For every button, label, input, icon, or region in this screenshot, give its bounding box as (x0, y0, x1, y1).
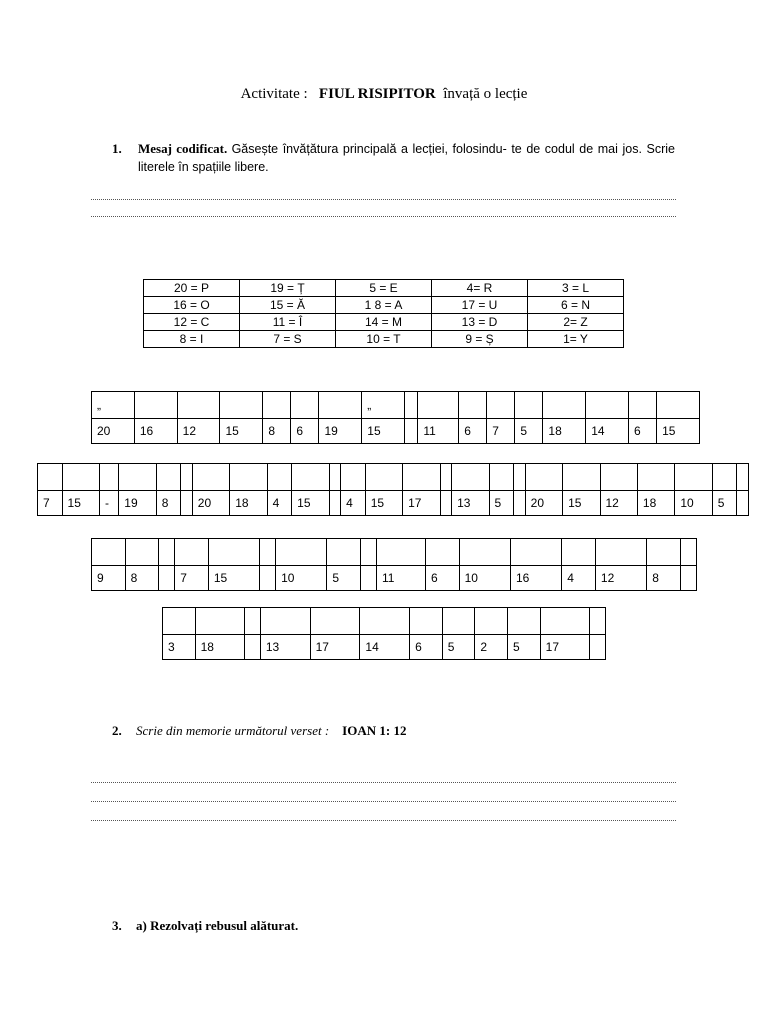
code-number-cell: 7 (175, 566, 209, 591)
letter-box[interactable] (410, 608, 443, 635)
code-entry: 1= Y (528, 331, 624, 348)
code-number-cell: 16 (510, 566, 561, 591)
letter-box[interactable] (563, 464, 600, 491)
code-number-cell: 12 (600, 491, 637, 516)
letter-box[interactable] (629, 392, 657, 419)
code-table-row (144, 331, 624, 348)
code-number-cell: 7 (38, 491, 63, 516)
letter-box[interactable] (175, 539, 209, 566)
code-number-cell: 7 (487, 419, 515, 444)
letter-box[interactable] (365, 464, 402, 491)
letter-box[interactable] (99, 464, 118, 491)
code-number-cell: 15 (220, 419, 263, 444)
code-number-cell: 10 (675, 491, 712, 516)
code-number-cell: 13 (452, 491, 489, 516)
letter-row (38, 464, 749, 491)
letter-box[interactable] (220, 392, 263, 419)
puzzle-row-2 (37, 463, 749, 516)
letter-box[interactable] (600, 464, 637, 491)
letter-box[interactable] (119, 464, 156, 491)
code-entry: 19 = Ț (240, 280, 336, 297)
code-entry: 8 = I (144, 331, 240, 348)
letter-box[interactable] (192, 464, 229, 491)
puzzle-row-1 (91, 391, 700, 444)
code-entry: 3 = L (528, 280, 624, 297)
letter-box[interactable] (515, 392, 543, 419)
code-number-cell: 17 (310, 635, 360, 660)
code-entry: 16 = O (144, 297, 240, 314)
letter-box[interactable] (292, 464, 329, 491)
letter-box[interactable] (525, 464, 562, 491)
code-number-cell: 18 (195, 635, 245, 660)
code-number-cell (440, 491, 452, 516)
letter-box[interactable] (327, 539, 361, 566)
letter-box[interactable] (737, 464, 749, 491)
code-number-cell: 9 (92, 566, 126, 591)
code-number-cell: 20 (525, 491, 562, 516)
code-entry: 10 = T (336, 331, 432, 348)
code-number-cell (590, 635, 606, 660)
code-number-cell: 15 (292, 491, 329, 516)
code-number-cell (405, 419, 418, 444)
letter-row (92, 392, 700, 419)
code-number-cell (514, 491, 526, 516)
code-number-cell: 8 (125, 566, 159, 591)
letter-box[interactable] (245, 608, 260, 635)
code-number-cell: 5 (515, 419, 543, 444)
code-number-cell: 4 (341, 491, 366, 516)
letter-box[interactable] (291, 392, 319, 419)
code-number-cell: 5 (489, 491, 514, 516)
letter-box[interactable] (360, 608, 410, 635)
letter-row (92, 539, 697, 566)
code-number-row (38, 491, 749, 516)
letter-box[interactable] (489, 464, 514, 491)
code-number-cell: 6 (291, 419, 319, 444)
code-number-cell: 20 (92, 419, 135, 444)
code-number-cell: 19 (319, 419, 362, 444)
code-number-row (163, 635, 606, 660)
answer-line-1[interactable] (91, 199, 676, 200)
code-entry: 7 = S (240, 331, 336, 348)
letter-box[interactable] (425, 539, 459, 566)
letter-box[interactable] (208, 539, 259, 566)
letter-box[interactable] (595, 539, 646, 566)
code-number-cell: 12 (177, 419, 220, 444)
question-2 (112, 723, 406, 739)
code-table (143, 279, 624, 348)
code-entry: 6 = N (528, 297, 624, 314)
letter-box[interactable] (177, 392, 220, 419)
question-1-text: Găsește învățătura principală a lecției, folosindu- te de codul de mai jos. Scrie literele în spațiile libere. (138, 142, 676, 174)
letter-box[interactable] (260, 608, 310, 635)
code-entry: 5 = E (336, 280, 432, 297)
code-number-row (92, 419, 700, 444)
letter-box[interactable] (310, 608, 360, 635)
code-entry: 17 = U (432, 297, 528, 314)
code-number-cell: 11 (376, 566, 425, 591)
code-number-cell: 4 (562, 566, 596, 591)
letter-box[interactable] (487, 392, 515, 419)
code-number-cell: 16 (134, 419, 177, 444)
letter-box[interactable] (181, 464, 193, 491)
puzzle-row-3 (91, 538, 697, 591)
puzzle-row-4 (162, 607, 606, 660)
code-number-cell: 14 (586, 419, 629, 444)
letter-box[interactable] (260, 539, 276, 566)
code-entry: 20 = P (144, 280, 240, 297)
letter-box[interactable] (263, 392, 291, 419)
letter-box[interactable] (543, 392, 586, 419)
code-number-cell: 10 (459, 566, 510, 591)
code-number-cell: 15 (62, 491, 99, 516)
letter-box[interactable] (712, 464, 737, 491)
code-number-cell: 10 (276, 566, 327, 591)
code-number-cell: 8 (263, 419, 291, 444)
letter-box[interactable] (361, 539, 377, 566)
letter-box[interactable] (657, 392, 700, 419)
code-number-cell: 6 (459, 419, 487, 444)
code-number-cell: 18 (637, 491, 674, 516)
code-number-cell: 5 (508, 635, 541, 660)
letter-box[interactable] (159, 539, 175, 566)
code-number-cell: 15 (208, 566, 259, 591)
letter-box[interactable] (452, 464, 489, 491)
letter-box[interactable] (230, 464, 267, 491)
letter-box[interactable] (637, 464, 674, 491)
code-number-row (92, 566, 697, 591)
code-table-row (144, 280, 624, 297)
code-number-cell (159, 566, 175, 591)
question-1-number: 1. (112, 141, 122, 156)
letter-box[interactable] (514, 464, 526, 491)
code-number-cell (737, 491, 749, 516)
code-number-cell: 18 (230, 491, 267, 516)
question-1 (112, 140, 675, 176)
question-3-number: 3. (112, 918, 122, 933)
letter-box[interactable] (475, 608, 508, 635)
code-number-cell: 14 (360, 635, 410, 660)
letter-box[interactable] (267, 464, 292, 491)
letter-box[interactable] (134, 392, 177, 419)
letter-box[interactable] (510, 539, 561, 566)
letter-box[interactable] (442, 608, 475, 635)
verse-line-1[interactable] (91, 782, 676, 783)
code-entry: 2= Z (528, 314, 624, 331)
letter-box[interactable] (38, 464, 63, 491)
letter-box[interactable] (562, 539, 596, 566)
code-number-cell (181, 491, 193, 516)
question-3-text: a) Rezolvați rebusul alăturat. (136, 918, 299, 933)
letter-box[interactable] (586, 392, 629, 419)
verse-line-2[interactable] (91, 801, 676, 802)
code-number-cell: 19 (119, 491, 156, 516)
code-number-cell: 15 (362, 419, 405, 444)
code-entry: 9 = Ș (432, 331, 528, 348)
code-entry: 14 = M (336, 314, 432, 331)
code-number-cell: 8 (647, 566, 681, 591)
code-number-cell: 4 (267, 491, 292, 516)
letter-box[interactable] (403, 464, 440, 491)
code-entry: 13 = D (432, 314, 528, 331)
code-number-cell: 11 (418, 419, 459, 444)
code-number-cell (245, 635, 260, 660)
code-number-cell (680, 566, 696, 591)
letter-box[interactable] (195, 608, 245, 635)
letter-box[interactable] (459, 539, 510, 566)
letter-box[interactable] (440, 464, 452, 491)
letter-box[interactable] (647, 539, 681, 566)
letter-box[interactable] (405, 392, 418, 419)
code-number-cell (329, 491, 341, 516)
letter-box[interactable] (341, 464, 366, 491)
code-number-cell: 5 (327, 566, 361, 591)
code-entry: 12 = C (144, 314, 240, 331)
code-entry: 15 = Ă (240, 297, 336, 314)
code-number-cell: 13 (260, 635, 310, 660)
code-number-cell: 15 (365, 491, 402, 516)
letter-box[interactable] (156, 464, 181, 491)
code-number-cell: 6 (425, 566, 459, 591)
code-table-row (144, 297, 624, 314)
question-3 (112, 918, 298, 934)
code-number-cell (260, 566, 276, 591)
code-number-cell: 2 (475, 635, 508, 660)
code-number-cell: 17 (403, 491, 440, 516)
letter-box[interactable] (376, 539, 425, 566)
code-entry: 4= R (432, 280, 528, 297)
answer-line-2[interactable] (91, 216, 676, 217)
letter-box[interactable] (675, 464, 712, 491)
title-suffix: învață o lecție (443, 86, 528, 102)
letter-box[interactable]: „ (362, 392, 405, 419)
letter-box[interactable] (329, 464, 341, 491)
code-number-cell: 6 (410, 635, 443, 660)
letter-box[interactable] (276, 539, 327, 566)
letter-box[interactable] (540, 608, 590, 635)
letter-box[interactable] (125, 539, 159, 566)
letter-box[interactable] (62, 464, 99, 491)
code-number-cell: 12 (595, 566, 646, 591)
letter-box[interactable]: „ (92, 392, 135, 419)
letter-box[interactable] (590, 608, 606, 635)
letter-box[interactable] (418, 392, 459, 419)
letter-box[interactable] (319, 392, 362, 419)
letter-box[interactable] (92, 539, 126, 566)
letter-box[interactable] (680, 539, 696, 566)
verse-line-3[interactable] (91, 820, 676, 821)
code-table-row (144, 314, 624, 331)
question-2-number: 2. (112, 723, 122, 738)
code-entry: 1 8 = A (336, 297, 432, 314)
code-number-cell: 6 (629, 419, 657, 444)
letter-box[interactable] (163, 608, 196, 635)
code-number-cell: 8 (156, 491, 181, 516)
title-prefix: Activitate : (240, 86, 308, 102)
code-number-cell: - (99, 491, 118, 516)
code-entry: 11 = Î (240, 314, 336, 331)
question-1-lead: Mesaj codificat. (138, 141, 228, 156)
letter-box[interactable] (508, 608, 541, 635)
code-number-cell: 18 (543, 419, 586, 444)
code-number-cell: 15 (657, 419, 700, 444)
code-number-cell: 15 (563, 491, 600, 516)
verse-reference: IOAN 1: 12 (342, 723, 407, 738)
code-number-cell: 5 (442, 635, 475, 660)
code-number-cell: 20 (192, 491, 229, 516)
title-main: FIUL RISIPITOR (318, 86, 436, 102)
question-2-text: Scrie din memorie următorul verset : (136, 723, 330, 738)
code-number-cell: 17 (540, 635, 590, 660)
letter-box[interactable] (459, 392, 487, 419)
code-number-cell: 5 (712, 491, 737, 516)
letter-row (163, 608, 606, 635)
code-number-cell: 3 (163, 635, 196, 660)
page-title (0, 86, 768, 103)
code-number-cell (361, 566, 377, 591)
